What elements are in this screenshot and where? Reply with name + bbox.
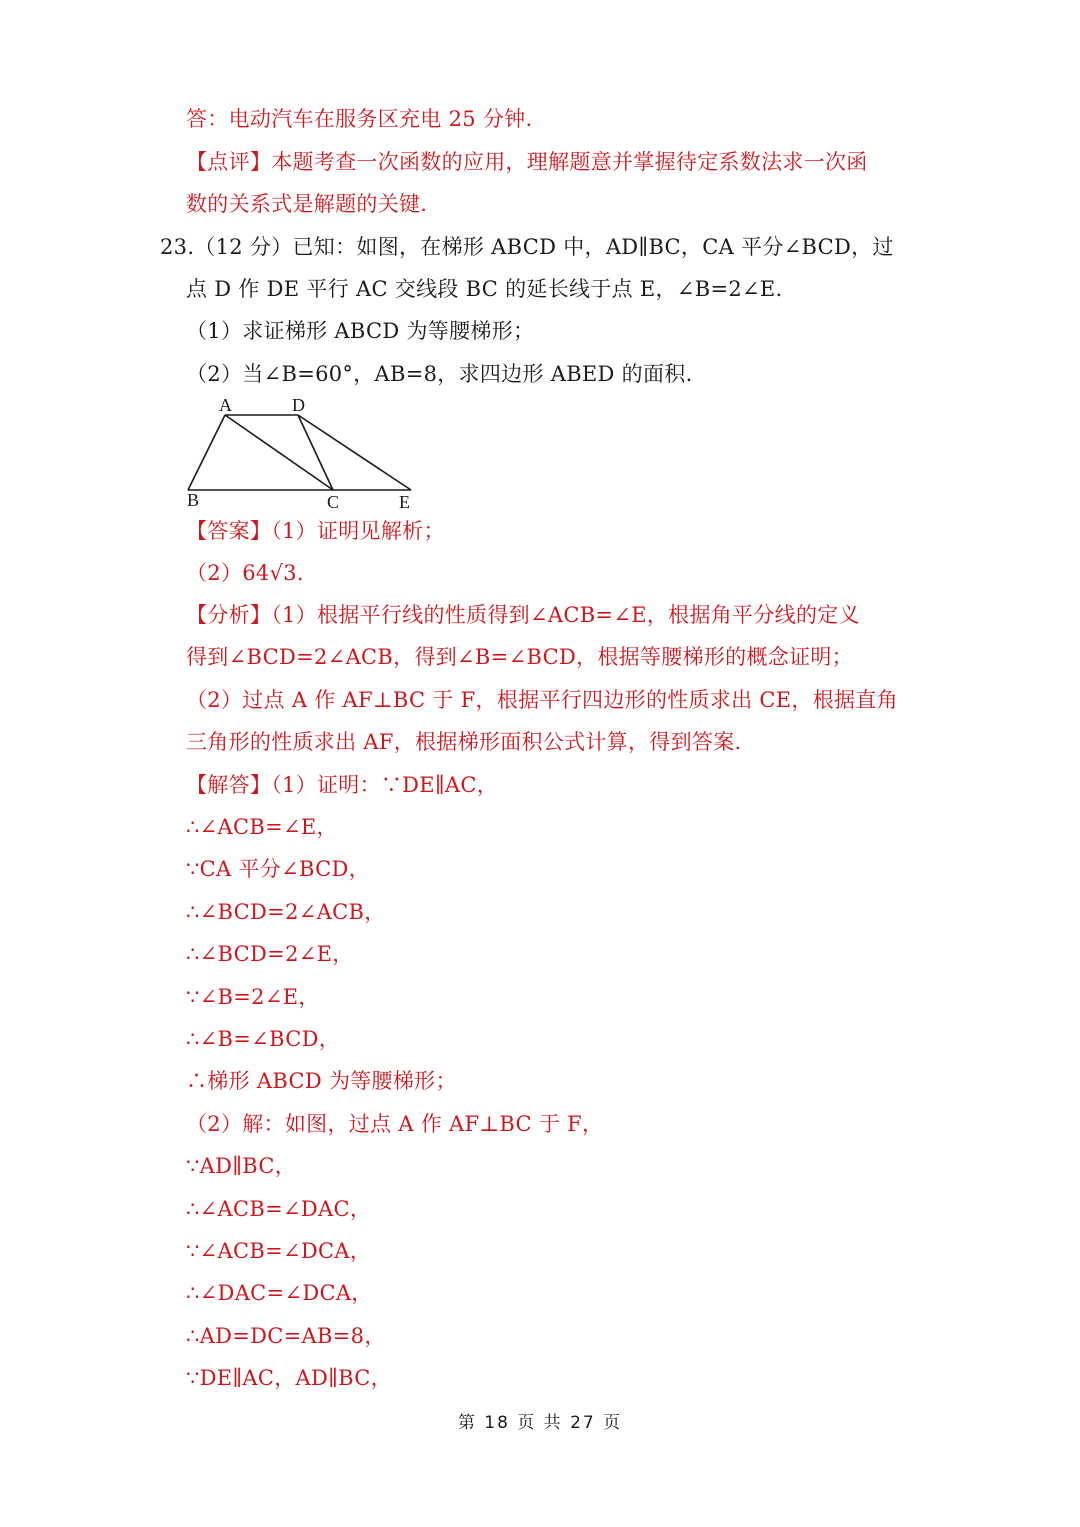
trapezoid-figure xyxy=(180,393,420,513)
solution-line-6: ∵∠B=2∠E， xyxy=(186,985,320,1009)
analysis-line-1: 【分析】（1）根据平行线的性质得到∠ACB=∠E，根据角平分线的定义 xyxy=(186,603,860,627)
label-b: B xyxy=(187,490,200,510)
answer-part-2: （2）64√3. xyxy=(186,561,304,585)
answer-statement: 答：电动汽车在服务区充电 25 分钟. xyxy=(186,107,533,131)
answer-label-line: 【答案】（1）证明见解析； xyxy=(186,519,445,543)
segment-ab xyxy=(188,415,225,490)
solution-line-13: ∴∠DAC=∠DCA， xyxy=(186,1281,373,1305)
review-line-1: 【点评】本题考查一次函数的应用，理解题意并掌握待定系数法求一次函 xyxy=(186,150,868,174)
solution-line-8: ∴梯形 ABCD 为等腰梯形； xyxy=(186,1069,457,1093)
label-d: D xyxy=(292,395,305,415)
analysis-line-3: （2）过点 A 作 AF⊥BC 于 F，根据平行四边形的性质求出 CE，根据直角 xyxy=(186,688,898,712)
analysis-line-2: 得到∠BCD=2∠ACB，得到∠B=∠BCD，根据等腰梯形的概念证明； xyxy=(186,645,853,669)
question-23-line-2: 点 D 作 DE 平行 AC 交线段 BC 的延长线于点 E，∠B=2∠E. xyxy=(186,277,783,301)
review-line-2: 数的关系式是解题的关键. xyxy=(186,192,428,216)
solution-line-1: 【解答】（1）证明：∵DE∥AC， xyxy=(186,773,499,797)
question-23-part-2: （2）当∠B=60°，AB=8，求四边形 ABED 的面积. xyxy=(186,362,693,386)
solution-line-15: ∵DE∥AC，AD∥BC， xyxy=(186,1366,392,1390)
label-c: C xyxy=(327,492,340,512)
label-e: E xyxy=(399,492,410,512)
solution-line-4: ∴∠BCD=2∠ACB， xyxy=(186,900,386,924)
solution-line-12: ∵∠ACB=∠DCA， xyxy=(186,1239,372,1263)
solution-line-7: ∴∠B=∠BCD， xyxy=(186,1027,341,1051)
analysis-line-4: 三角形的性质求出 AF，根据梯形面积公式计算，得到答案. xyxy=(186,730,742,754)
solution-line-2: ∴∠ACB=∠E， xyxy=(186,815,338,839)
question-23-line-1: 23.（12 分）已知：如图，在梯形 ABCD 中，AD∥BC，CA 平分∠BCD，过 xyxy=(160,235,894,259)
solution-line-10: ∵AD∥BC， xyxy=(186,1154,297,1178)
solution-line-5: ∴∠BCD=2∠E， xyxy=(186,942,354,966)
solution-line-9: （2）解：如图，过点 A 作 AF⊥BC 于 F， xyxy=(186,1112,604,1136)
page-number-footer: 第 18 页 共 27 页 xyxy=(457,1413,623,1433)
solution-line-11: ∴∠ACB=∠DAC， xyxy=(186,1197,372,1221)
solution-line-3: ∵CA 平分∠BCD， xyxy=(186,857,370,881)
label-a: A xyxy=(219,395,232,415)
question-23-part-1: （1）求证梯形 ABCD 为等腰梯形； xyxy=(186,319,535,343)
segment-ac xyxy=(225,415,333,490)
solution-line-14: ∴AD=DC=AB=8， xyxy=(186,1324,386,1348)
